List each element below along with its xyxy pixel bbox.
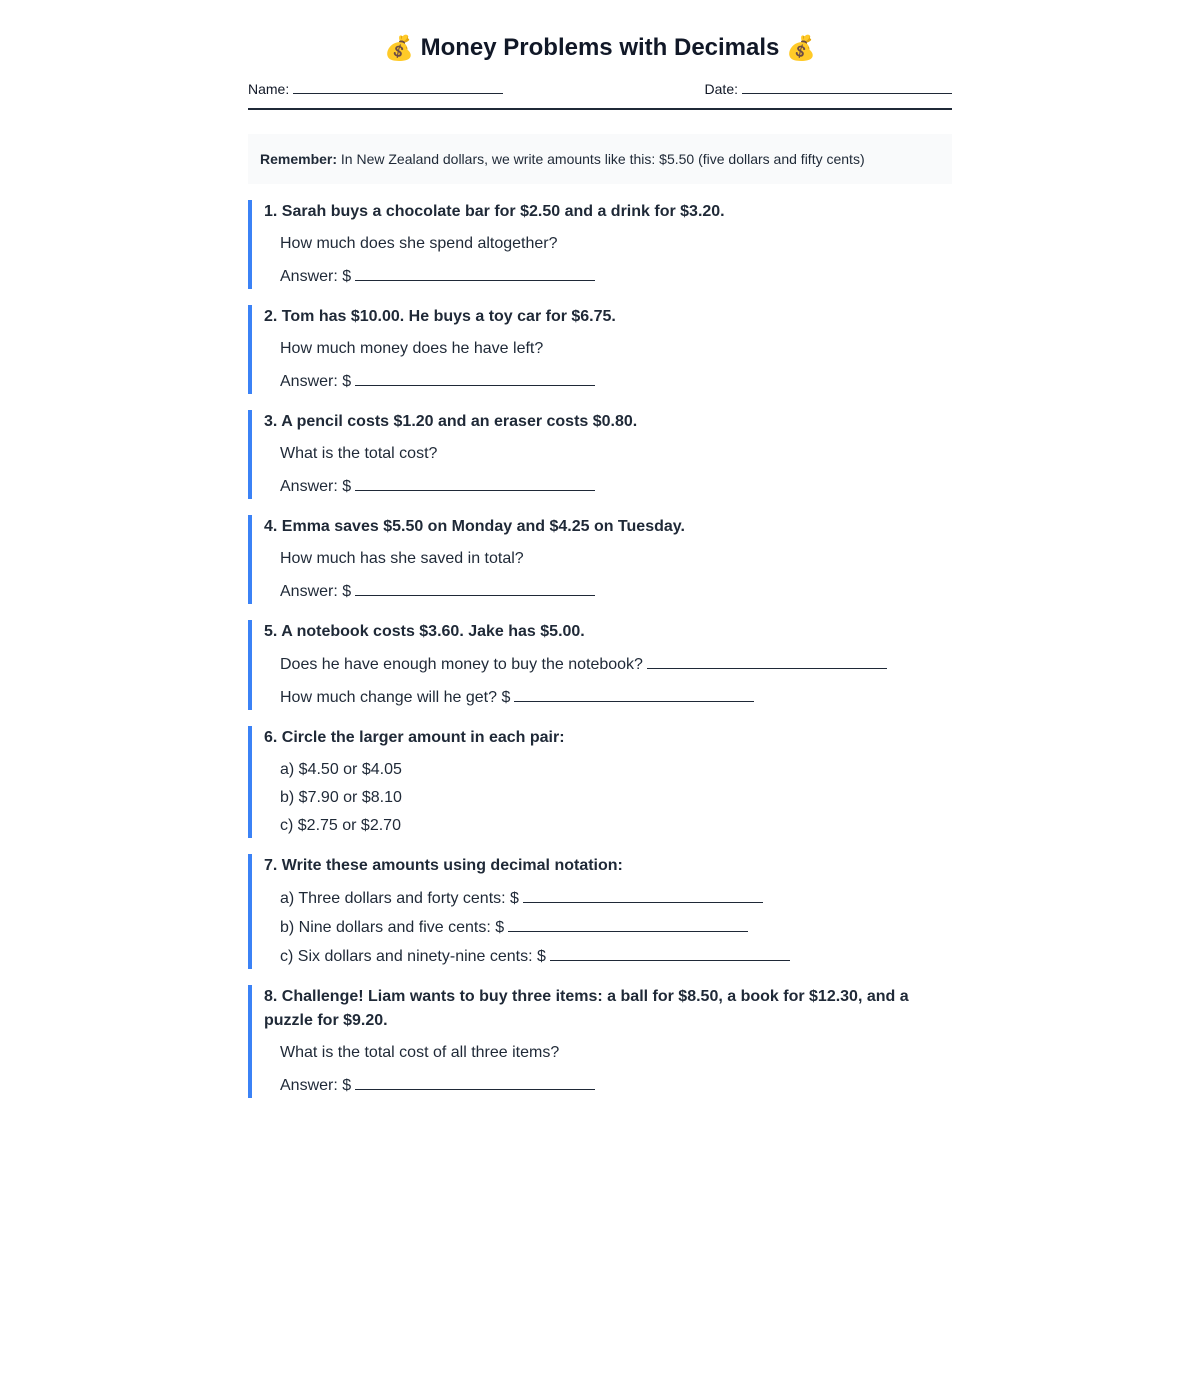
worksheet (248, 0, 952, 1098)
answer-label: Answer: $ (280, 478, 352, 495)
decimal-item (264, 915, 952, 940)
question-8 (248, 985, 952, 1098)
question-heading: 2. Tom has $10.00. He buys a toy car for $6.75. (264, 308, 616, 325)
answer-blank[interactable] (550, 944, 790, 961)
name-blank[interactable] (293, 79, 503, 94)
remember-note (248, 134, 952, 184)
date-label: Date: (704, 81, 738, 97)
question-prompt: What is the total cost of all three items? (280, 1044, 560, 1061)
enough-money-label: Does he have enough money to buy the notebook? (280, 656, 643, 673)
answer-blank[interactable] (647, 652, 887, 669)
answer-blank[interactable] (355, 264, 595, 281)
question-7 (248, 854, 952, 969)
question-heading: 7. Write these amounts using decimal notation: (264, 857, 623, 874)
page-title (248, 31, 952, 65)
question-3 (248, 410, 952, 499)
question-2 (248, 305, 952, 394)
question-heading: 5. A notebook costs $3.60. Jake has $5.00. (264, 623, 585, 640)
question-prompt: What is the total cost? (280, 445, 438, 462)
answer-blank[interactable] (355, 579, 595, 596)
question-prompt: How much does she spend altogether? (280, 235, 558, 252)
decimal-item-label: b) Nine dollars and five cents: $ (280, 919, 505, 936)
answer-line (264, 579, 952, 604)
pair-item[interactable]: a) $4.50 or $4.05 (280, 761, 402, 778)
question-prompt: How much has she saved in total? (280, 550, 524, 567)
answer-label: Answer: $ (280, 1077, 352, 1094)
question-6 (248, 726, 952, 838)
question-prompt: How much money does he have left? (280, 340, 544, 357)
decimal-item-label: c) Six dollars and ninety-nine cents: $ (280, 948, 546, 965)
change-label: How much change will he get? $ (280, 689, 511, 706)
pair-item[interactable]: b) $7.90 or $8.10 (280, 789, 402, 806)
change-line (264, 685, 952, 710)
question-4 (248, 515, 952, 604)
answer-line (264, 369, 952, 394)
date-field[interactable] (705, 79, 952, 98)
decimal-item (264, 886, 952, 911)
answer-label: Answer: $ (280, 268, 352, 285)
question-heading: 1. Sarah buys a chocolate bar for $2.50 and a drink for $3.20. (264, 203, 725, 220)
question-heading: 8. Challenge! Liam wants to buy three items: a ball for $8.50, a book for $12.30, and a puzzle for $9.20. (264, 988, 909, 1029)
question-1 (248, 200, 952, 289)
enough-money-line (264, 652, 952, 677)
name-label: Name: (248, 81, 290, 97)
date-blank[interactable] (742, 79, 952, 94)
page-title-text: Money Problems with Decimals (420, 34, 780, 61)
answer-line (264, 474, 952, 499)
answer-label: Answer: $ (280, 373, 352, 390)
answer-blank[interactable] (523, 886, 763, 903)
remember-label: Remember: (260, 151, 338, 167)
decimal-item-label: a) Three dollars and forty cents: $ (280, 890, 519, 907)
answer-line (264, 264, 952, 289)
answer-label: Answer: $ (280, 583, 352, 600)
decimal-item (264, 944, 952, 969)
answer-blank[interactable] (355, 369, 595, 386)
answer-blank[interactable] (508, 915, 748, 932)
money-bag-icon: 💰 (384, 34, 414, 62)
question-5 (248, 620, 952, 710)
answer-blank[interactable] (355, 1073, 595, 1090)
question-heading: 4. Emma saves $5.50 on Monday and $4.25 on Tuesday. (264, 518, 685, 535)
name-date-bar (248, 79, 952, 110)
answer-blank[interactable] (514, 685, 754, 702)
question-heading: 6. Circle the larger amount in each pair: (264, 729, 565, 746)
money-bag-icon: 💰 (786, 34, 816, 62)
question-heading: 3. A pencil costs $1.20 and an eraser costs $0.80. (264, 413, 638, 430)
answer-line (264, 1073, 952, 1098)
name-field[interactable] (248, 79, 503, 98)
remember-text: In New Zealand dollars, we write amounts like this: $5.50 (five dollars and fifty cents) (340, 151, 865, 167)
pair-item[interactable]: c) $2.75 or $2.70 (280, 817, 401, 834)
answer-blank[interactable] (355, 474, 595, 491)
